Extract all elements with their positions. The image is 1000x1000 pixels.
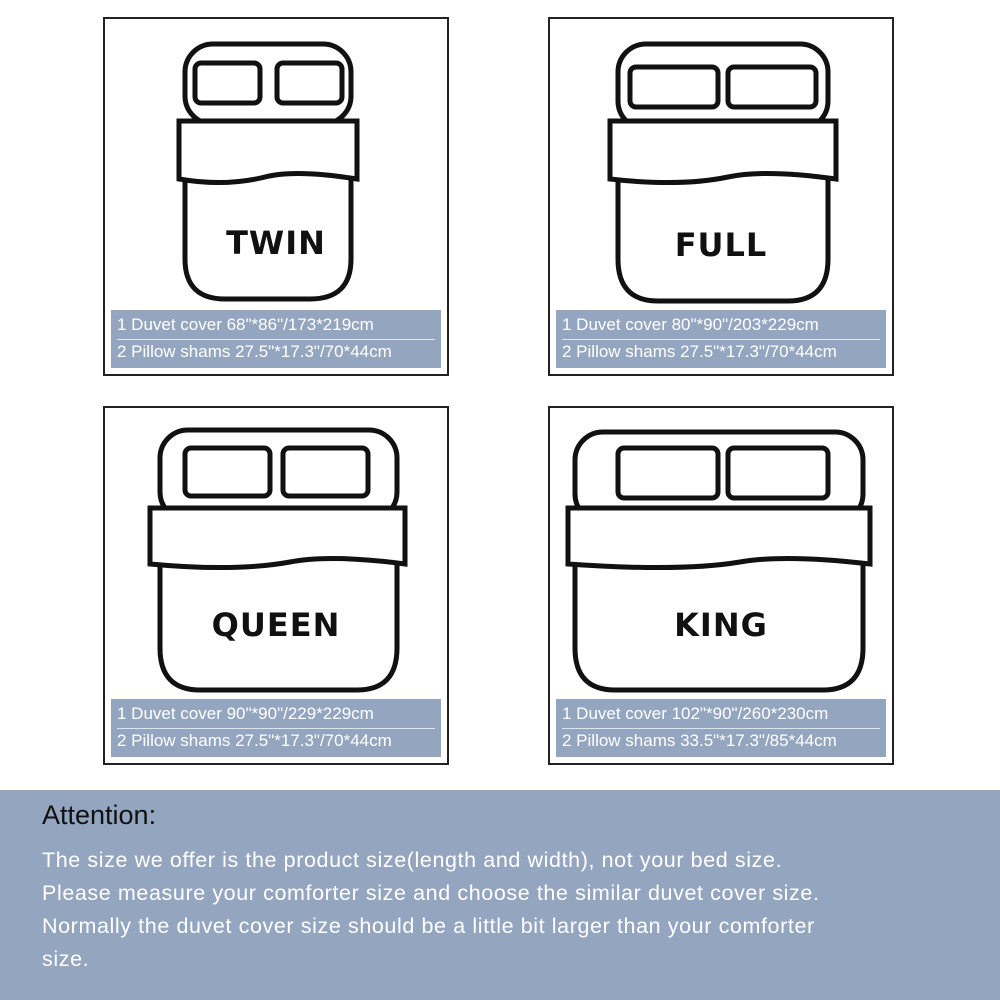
spec-panel	[111, 310, 441, 368]
spec-panel	[556, 310, 886, 368]
spec-panel	[556, 699, 886, 757]
divider	[562, 339, 880, 340]
size-label: TWIN	[226, 224, 326, 262]
sham-spec: 2 Pillow shams 33.5"*17.3"/85*44cm	[562, 731, 837, 750]
attention-title: Attention:	[42, 800, 157, 830]
sham-spec: 2 Pillow shams 27.5"*17.3"/70*44cm	[562, 342, 837, 361]
size-card-king	[548, 406, 894, 765]
size-card-queen	[103, 406, 449, 765]
attention-text	[42, 844, 962, 976]
sham-spec: 2 Pillow shams 27.5"*17.3"/70*44cm	[117, 731, 392, 750]
attention-line: Please measure your comforter size and choose the similar duvet cover size.	[42, 881, 820, 905]
duvet-spec: 1 Duvet cover 102"*90"/260*230cm	[562, 704, 829, 723]
divider	[562, 728, 880, 729]
attention-line: The size we offer is the product size(length and width), not your bed size.	[42, 848, 783, 872]
size-label: FULL	[674, 226, 768, 264]
spec-panel	[111, 699, 441, 757]
size-card-twin	[103, 17, 449, 376]
divider	[117, 339, 435, 340]
attention-panel	[0, 790, 1000, 1000]
duvet-spec: 1 Duvet cover 68"*86"/173*219cm	[117, 315, 374, 334]
sham-spec: 2 Pillow shams 27.5"*17.3"/70*44cm	[117, 342, 392, 361]
duvet-spec: 1 Duvet cover 80"*90"/203*229cm	[562, 315, 819, 334]
attention-line: Normally the duvet cover size should be a little bit larger than your comforter	[42, 914, 815, 938]
size-label: KING	[674, 606, 768, 644]
duvet-spec: 1 Duvet cover 90"*90"/229*229cm	[117, 704, 374, 723]
divider	[117, 728, 435, 729]
attention-line: size.	[42, 947, 90, 971]
size-label: QUEEN	[211, 606, 341, 644]
size-card-full	[548, 17, 894, 376]
